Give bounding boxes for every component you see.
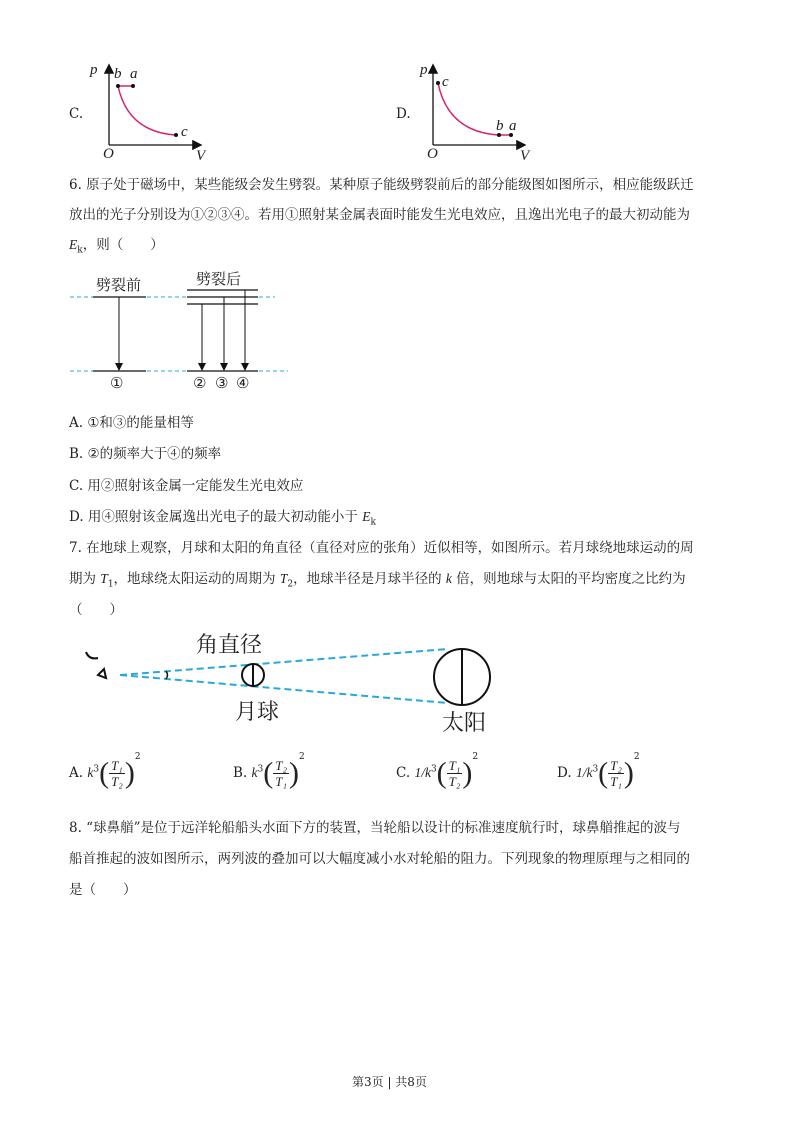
energy-level-diagram bbox=[70, 290, 288, 371]
q6-stem-line1: 6. 原子处于磁场中，某些能级会发生劈裂。某种原子能级劈裂前后的部分能级图如图所示，相应能级跃迁 bbox=[69, 177, 694, 193]
point-label-c: c bbox=[181, 124, 188, 140]
origin-label: O bbox=[103, 146, 114, 162]
point-label-b: b bbox=[496, 118, 504, 134]
photon-3-label: ③ bbox=[215, 374, 229, 392]
option-d-label: D. bbox=[396, 106, 411, 122]
q6-option-c[interactable]: C. 用②照射该金属一定能发生光电效应 bbox=[69, 478, 304, 494]
q7-option-a[interactable]: A. $k^3$( $\frac{\text{T₁}}{\text{T₂}}$ )$^2$ bbox=[69, 752, 141, 790]
q8-stem-line1: 8. “球鼻艏”是位于远洋轮船船头水面下方的装置，当轮船以设计的标准速度航行时，球鼻艏推起的波与 bbox=[69, 820, 681, 836]
point-label-c: c bbox=[442, 74, 449, 90]
origin-label: O bbox=[427, 146, 438, 162]
point-label-a: a bbox=[509, 118, 517, 134]
q7-stem-line1: 7. 在地球上观察，月球和太阳的角直径（直径对应的张角）近似相等，如图所示。若月球绕地球运动的周 bbox=[69, 540, 694, 556]
axis-label-p: p bbox=[420, 62, 428, 78]
q6-option-b[interactable]: B. ②的频率大于④的频率 bbox=[69, 446, 222, 462]
q7-stem-line3: （ ） bbox=[69, 602, 123, 618]
axis-label-v: V bbox=[196, 148, 206, 164]
q6-stem-line3: $E_k$，则（ ） bbox=[69, 237, 164, 256]
q7-option-b[interactable]: B. $k^3$( $\frac{\text{T₂}}{\text{T₁}}$ )$^2$ bbox=[233, 752, 305, 790]
photon-1-label: ① bbox=[110, 374, 124, 392]
label-moon: 月球 bbox=[235, 700, 280, 725]
q6-option-a[interactable]: A. ①和③的能量相等 bbox=[69, 415, 194, 431]
point-label-b: b bbox=[114, 66, 122, 82]
photon-2-label: ② bbox=[193, 374, 207, 392]
label-before-split: 劈裂前 bbox=[96, 276, 142, 294]
photon-4-label: ④ bbox=[236, 374, 250, 392]
label-sun: 太阳 bbox=[442, 711, 487, 736]
q7-stem-line2: 期为 $T_1$，地球绕太阳运动的周期为 $T_2$，地球半径是月球半径的 k 倍，则地球与太阳的平均密度之比约为 bbox=[69, 571, 686, 590]
q7-option-c[interactable]: C. $1/k^3$( $\frac{\text{T₁}}{\text{T₂}}$ )$^2$ bbox=[396, 752, 479, 790]
page-footer: 第3页 | 共8页 bbox=[352, 1075, 427, 1089]
angular-diameter-diagram bbox=[86, 649, 490, 705]
q8-stem-line3: 是（ ） bbox=[69, 882, 137, 898]
q6-option-d[interactable]: D. 用④照射该金属逸出光电子的最大初动能小于 $E_k$ bbox=[69, 509, 376, 528]
axis-label-v: V bbox=[520, 148, 530, 164]
option-c-label: C. bbox=[69, 106, 84, 122]
q7-option-d[interactable]: D. $1/k^3$( $\frac{\text{T₂}}{\text{T₁}}$ )$^2$ bbox=[557, 752, 640, 790]
q8-stem-line2: 船首推起的波如图所示，两列波的叠加可以大幅度减小水对轮船的阻力。下列现象的物理原理与之相同的 bbox=[69, 851, 690, 867]
label-angular-diameter: 角直径 bbox=[196, 633, 263, 658]
axis-label-p: p bbox=[90, 62, 98, 78]
q6-stem-line2: 放出的光子分别设为①②③④。若用①照射某金属表面时能发生光电效应，且逸出光电子的最大初动能为 bbox=[69, 207, 690, 223]
point-label-a: a bbox=[130, 66, 138, 82]
eye-icon bbox=[86, 652, 106, 678]
label-after-split: 劈裂后 bbox=[196, 270, 242, 288]
